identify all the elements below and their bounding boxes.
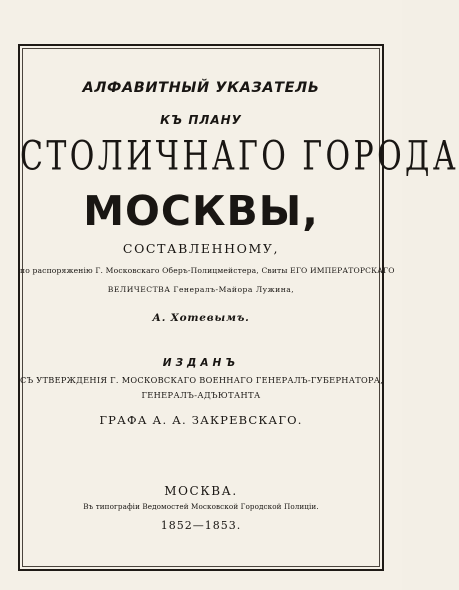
title-line-3: СТОЛИЧНАГО ГОРОДА <box>20 133 459 181</box>
publication-line-3: ГРАФА А. А. ЗАКРЕВСКАГО. <box>99 413 303 427</box>
subtitle-line-1: СОСТАВЛЕННОМУ, <box>122 241 280 256</box>
publication-heading: ИЗДАНЪ <box>162 357 240 369</box>
imprint-city: МОСКВА. <box>164 484 238 498</box>
imprint-printer: Въ типографіи Ведомостей Московской Городской Полиціи. <box>83 502 319 511</box>
subtitle-line-2: по распоряженію Г. Московскаго Оберъ-Полицмейстера, Свиты ЕГО ИМПЕРАТОРСКАГО <box>20 266 395 275</box>
title-line-1: АЛФАВИТНЫЙ УКАЗАТЕЛЬ <box>82 80 320 96</box>
publication-line-1: СЪ УТВЕРЖДЕНІЯ Г. МОСКОВСКАГО ВОЕННАГО ГЕНЕРАЛЪ-ГУБЕРНАТОРА, <box>20 375 384 385</box>
imprint-years: 1852—1853. <box>160 519 242 532</box>
author-name: А. Хотевымъ. <box>152 312 250 324</box>
title-line-4: МОСКВЫ, <box>83 187 319 235</box>
publication-line-2: ГЕНЕРАЛЪ-АДЪЮТАНТА <box>141 390 261 400</box>
title-line-2: КЪ ПЛАНУ <box>160 113 242 127</box>
subtitle-line-3: ВЕЛИЧЕСТВА Генералъ-Майора Лужина, <box>107 285 295 294</box>
